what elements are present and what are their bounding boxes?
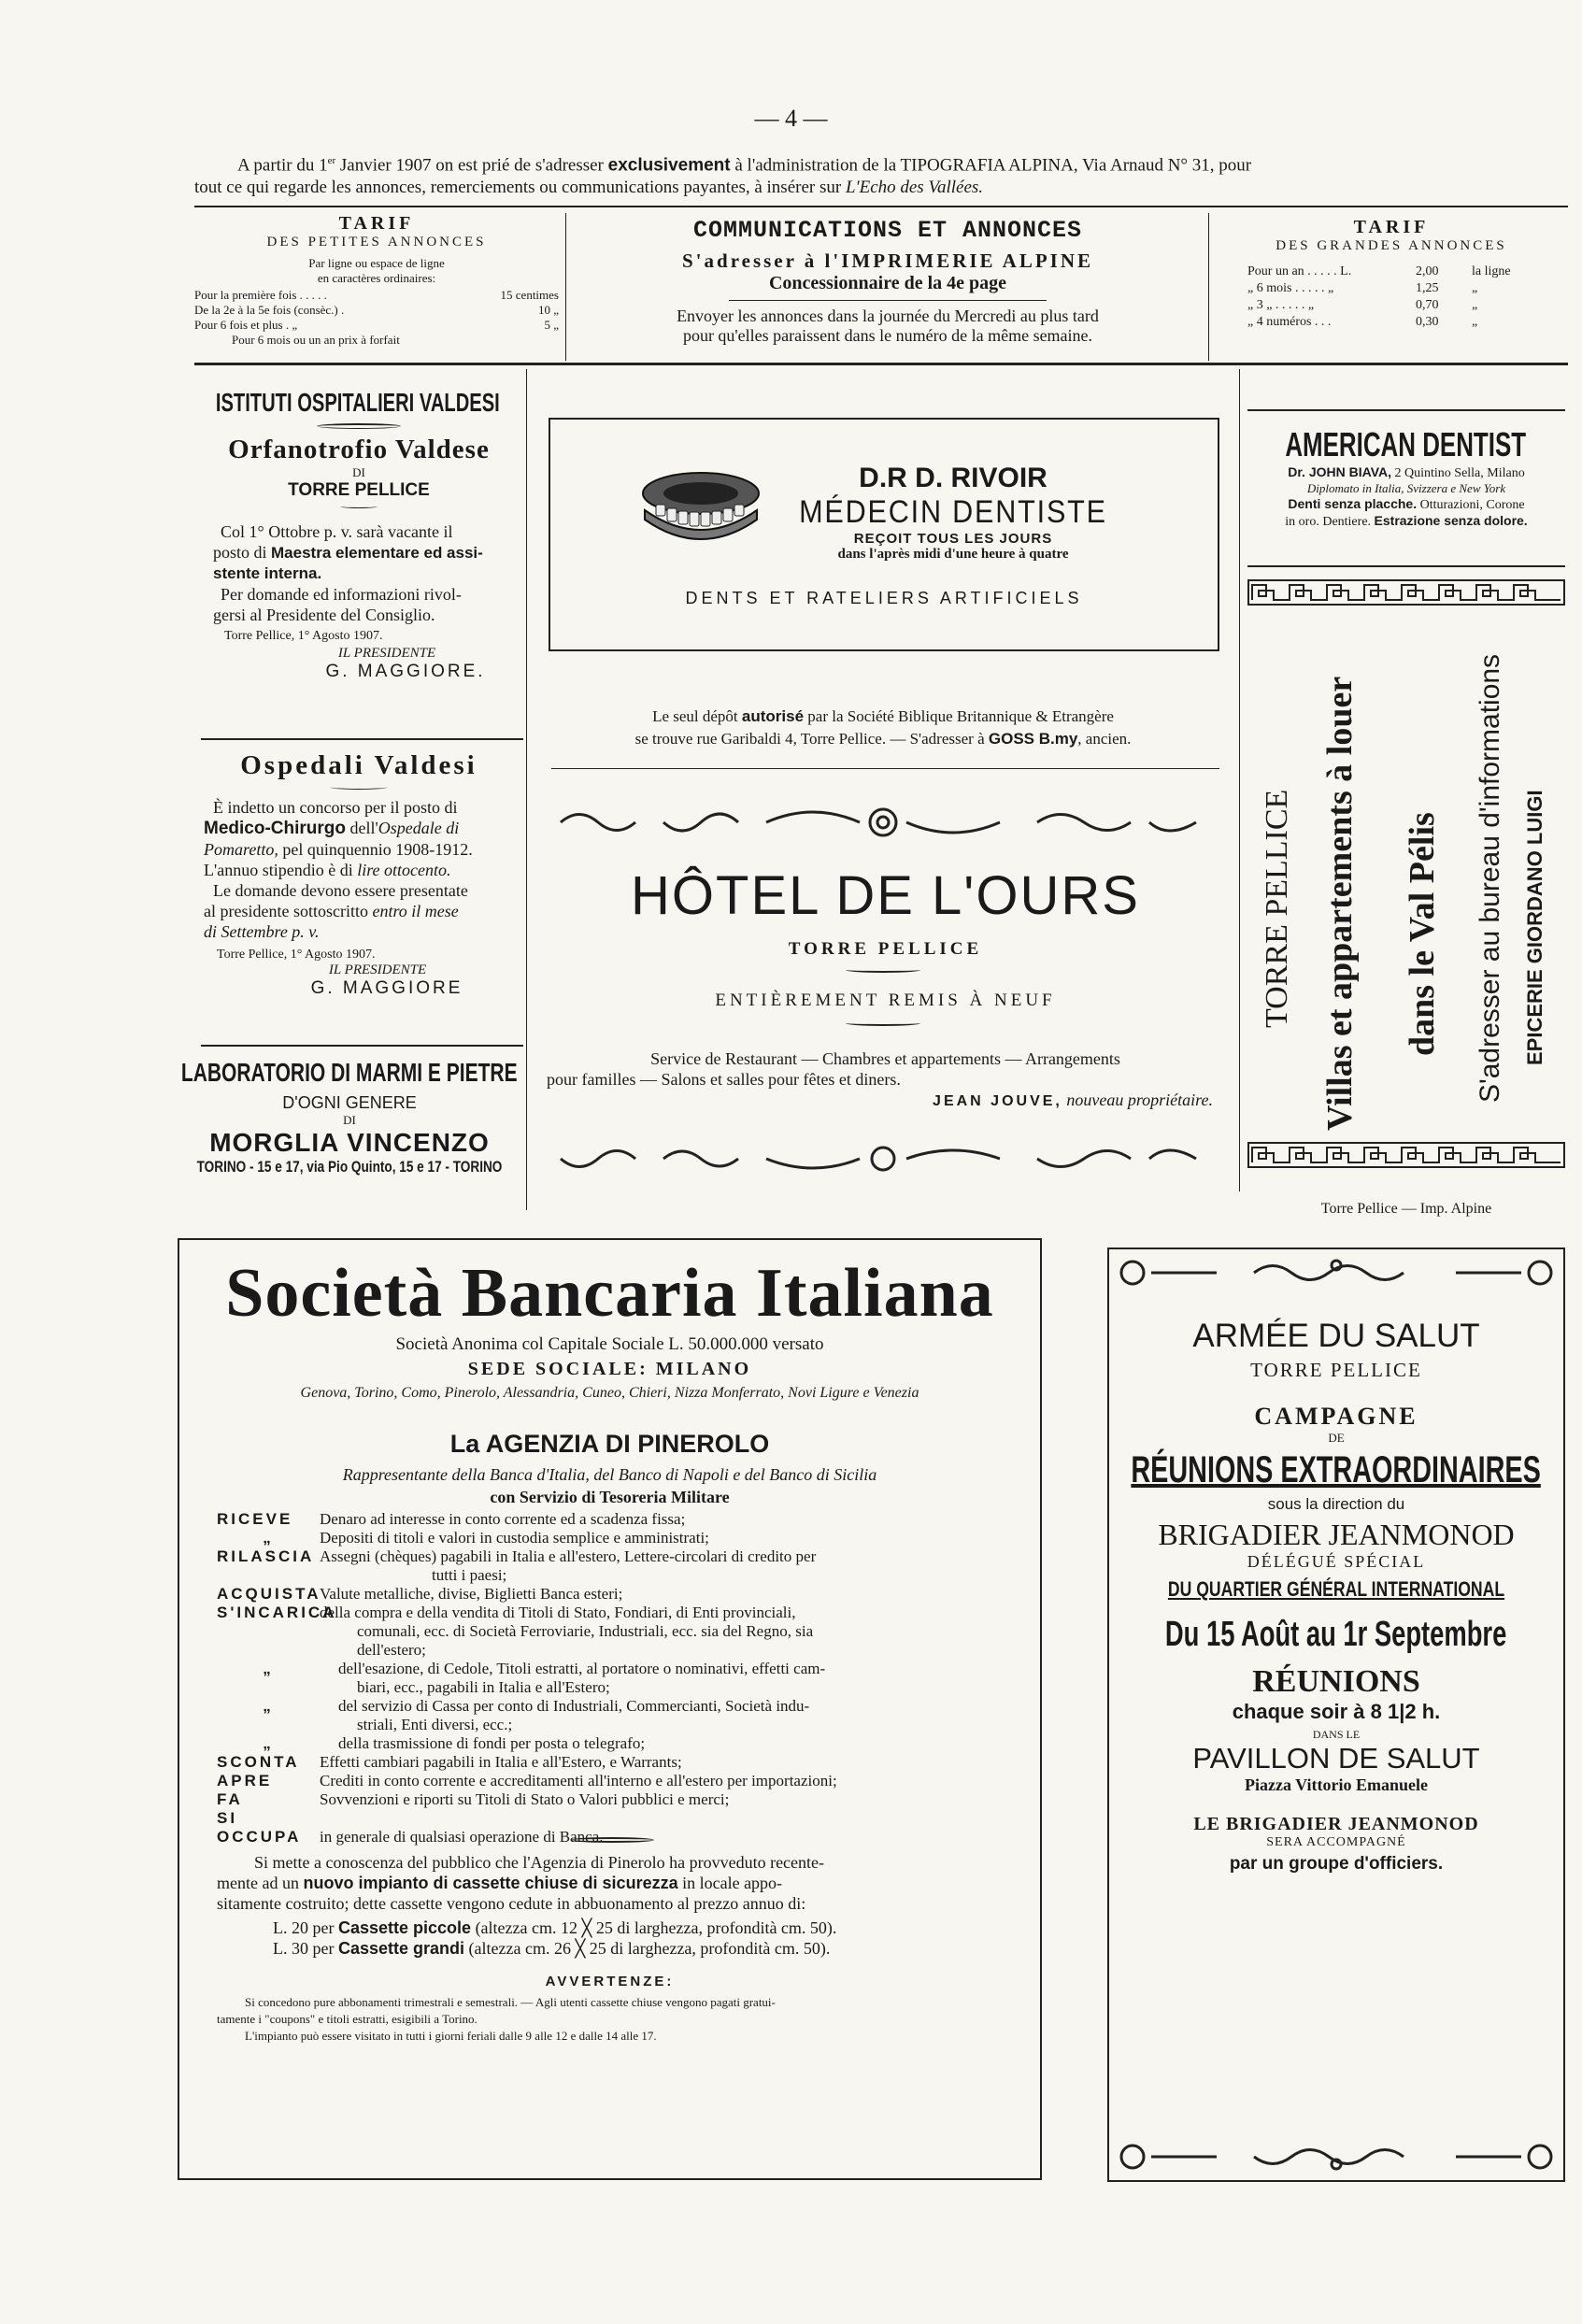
tarif-petites-annonces: TARIF DES PETITES ANNONCES Par ligne ou espace de ligne en caractères ordinaires: Pour la première fois . . . . . 15 centimes De la 2e à la 5e fois (consèc.) . 10 „ Pour 6 fois et plus . „ 5 „ Pour 6 mois ou un an prix à forfait [194, 213, 559, 347]
banca-divider [570, 1837, 654, 1843]
imp-alpine: Torre Pellice — Imp. Alpine [1320, 1201, 1492, 1217]
banca-rep: Rappresentante della Banca d'Italia, del Banco di Napoli e del Banco di Sicilia [342, 1465, 877, 1484]
ornament-top-icon [551, 802, 1219, 843]
banca-sede: SEDE SOCIALE: MILANO [467, 1359, 752, 1379]
ospedali-valdesi: Ospedali Valdesi È indetto un concorso per il posto di Medico-Chirurgo dell'Ospedale di Pomaretto, pel quinquennio 1908-1912. L'annuo stipendio è di lire ottocento. Le domande devono essere presentate al presidente sottoscritto entro il mese di Settembre p. v. Torre Pellice, 1° Agosto 1907. IL PRESIDENTE G. MAGGIORE [204, 750, 477, 998]
american-dentist: AMERICAN DENTIST Dr. JOHN BIAVA, 2 Quintino Sella, Milano Diplomato in Italia, Svizzera e New York Denti senza placche. Otturazioni, Corone in oro. Dentiere. Estrazione senza dolore. [1285, 425, 1528, 529]
dentures-icon [635, 465, 766, 555]
villas-line4: EPICERIE GIORDANO LUIGI [1523, 790, 1546, 1065]
banca-agency: La AGENZIA DI PINEROLO [449, 1430, 770, 1458]
istituti-ospitalieri: ISTITUTI OSPITALIERI VALDESI Orfanotrofio Valdese DI TORRE PELLICE Col 1° Ottobre p. v. sarà vacante il posto di Maestra elementare ed assi- stente interna. Per domande ed informazioni rivol- gersi al Presidente del Consiglio. Torre Pellice, 1° Agosto 1907. IL PRESIDENTE G. MAGGIORE. [213, 388, 500, 681]
banca-services: RICEVE Denaro ad interesse in conto corrente ed a scadenza fissa; „ Depositi di titoli e valori in custodia semplice e amministrati; RILASCIA Assegni (chèques) pagabili in Italia e all'estero, Lettere-circolari di credito per tutti i paesi; ACQUISTAValute metalliche, divise, Biglietti Banca esteri; S'INCARICAdella compra e della vendita di Titoli di Stato, Fondiari, di Enti provinciali, comunali, ecc. di Società Ferroviarie, Industriali, ecc. sia del Regno, sia dell'estero; „ dell'esazione, di Cedole, Titoli estratti, al portatore o nominativi, effetti cam- biari, ecc., pagabili in Italia e all'Estero; „ del servizio di Cassa per conto di Industriali, Commercianti, Società indu- striali, Enti diversi, ecc.; „ della trasmissione di fondi per posta o telegrafo; SCONTA Effetti cambiari pagabili in Italia e all'Estero, e Warrants; APRE Crediti in conto corrente e accreditamenti all'interno e all'estero per importazioni; FA Sovvenzioni e riporti su Titoli di Stato o Valori pubblici e merci; SI OCCUPA in generale di qualsiasi operazione di Banca. [217, 1510, 837, 1846]
hotel-place: TORRE PELLICE [788, 939, 983, 959]
banca-avvertenze: AVVERTENZE: [545, 1974, 675, 1989]
laboratorio-marmi: LABORATORIO DI MARMI E PIETRE D'OGNI GENERE DI MORGLIA VINCENZO TORINO - 15 e 17, via Pio Quinto, 15 e 17 - TORINO [180, 1058, 518, 1176]
ornament-bottom-icon [551, 1142, 1219, 1179]
banca-avvertenze-text: Si concedono pure abbonamenti trimestrali e semestrali. — Agli utenti cassette chiuse vengono pagati gratui- tamente i "coupons" e titoli estratti, esigibili a Torino. L'impianto può essere visitato in tutti i giorni feriali dalle 9 alle 12 e dalle 14 alle 17. [217, 1995, 776, 2043]
communications-annonces: COMMUNICATIONS ET ANNONCES S'adresser à l'IMPRIMERIE ALPINE Concessionnaire de la 4e page Envoyer les annonces dans la journée du Mercredi au plus tard pour qu'elles paraissent dans le numéro de la même semaine. [677, 217, 1099, 345]
villas-line3: S'adresser au bureau d'informations [1475, 653, 1505, 1103]
banca-notice: Si mette a conoscenza del pubblico che l'Agenzia di Pinerolo ha provveduto recente- mente ad un nuovo impianto di cassette chiuse di sicurezza in locale appo- sitamente costruito; dette cassette vengono cedute in abbuonamento al prezzo annuo di: L. 20 per Cassette piccole (altezza cm. 12 ╳ 25 di larghezza, profondità cm. 50). L. 30 per Cassette grandi (altezza cm. 26 ╳ 25 di larghezza, profondità cm. 50). [217, 1853, 837, 1958]
banca-title: Società Bancaria Italiana [225, 1255, 994, 1332]
armee-ornament-top-icon [1114, 1254, 1559, 1291]
banca-cities: Genova, Torino, Como, Pinerolo, Alessandria, Cuneo, Chieri, Nizza Monferrato, Novi Ligure e Venezia [300, 1385, 919, 1401]
rivoir-dents: DENTS ET RATELIERS ARTIFICIELS [685, 589, 1083, 607]
depot-biblique: Le seul dépôt autorisé par la Société Biblique Britannique & Etrangère se trouve rue Garibaldi 4, Torre Pellice. — S'adresser à GOSS B.my, ancien. [634, 707, 1132, 748]
villas-line1: Villas et appartements à louer [1320, 676, 1360, 1131]
hotel-name: HÔTEL DE L'OURS [631, 865, 1140, 926]
villas-line2: dans le Val Pélis [1403, 812, 1442, 1056]
greek-key-bottom-icon [1247, 1142, 1565, 1168]
armee-content: ARMÉE DU SALUT TORRE PELLICE CAMPAGNE DE RÉUNIONS EXTRAORDINAIRES sous la direction du BRIGADIER JEANMONOD DÉLÉGUÉ SPÉCIAL DU QUARTIER GÉNÉRAL INTERNATIONAL Du 15 Août au 1r Septembre RÉUNIONS chaque soir à 8 1|2 h. DANS LE PAVILLON DE SALUT Piazza Vittorio Emanuele LE BRIGADIER JEANMONOD SERA ACCOMPAGNÉ par un groupe d'officiers. [1131, 1318, 1541, 1874]
header-notice: A partir du 1er Janvier 1907 on est prié de s'adresser exclusivement à l'administration de la TIPOGRAFIA ALPINA, Via Arnaud N° 31, pour tout ce qui regarde les annonces, remerciements ou communications payantes, à insérer sur L'Echo des Vallées. [194, 155, 1252, 198]
page-number: — 4 — [754, 105, 828, 132]
armee-ornament-bottom-icon [1114, 2138, 1559, 2175]
banca-capital: Società Anonima col Capitale Sociale L. 50.000.000 versato [395, 1334, 824, 1354]
banca-tesoreria: con Servizio di Tesoreria Militare [490, 1488, 730, 1506]
tarif-grandes-annonces: TARIF DES GRANDES ANNONCES Pour un an . . . . . L. 2,00 la ligne „ 6 mois . . . . . „ 1,25 „ „ 3 „ . . . . . „ 0,70 „ „ 4 numéros . . . 0,30 „ [1247, 217, 1511, 329]
hotel-services: Service de Restaurant — Chambres et appartements — Arrangements pour familles — Salons et salles pour fêtes et diners. JEAN JOUVE, nouveau propriétaire. [547, 1049, 1213, 1109]
ornament-divider [317, 423, 401, 429]
villas-place: TORRE PELLICE [1260, 789, 1294, 1028]
greek-key-top-icon [1247, 579, 1565, 606]
hotel-status: ENTIÈREMENT REMIS À NEUF [715, 991, 1056, 1010]
rivoir-text: D.R D. RIVOIR MÉDECIN DENTISTE REÇOIT TOUS LES JOURS dans l'après midi d'une heure à quatre [799, 463, 1107, 562]
